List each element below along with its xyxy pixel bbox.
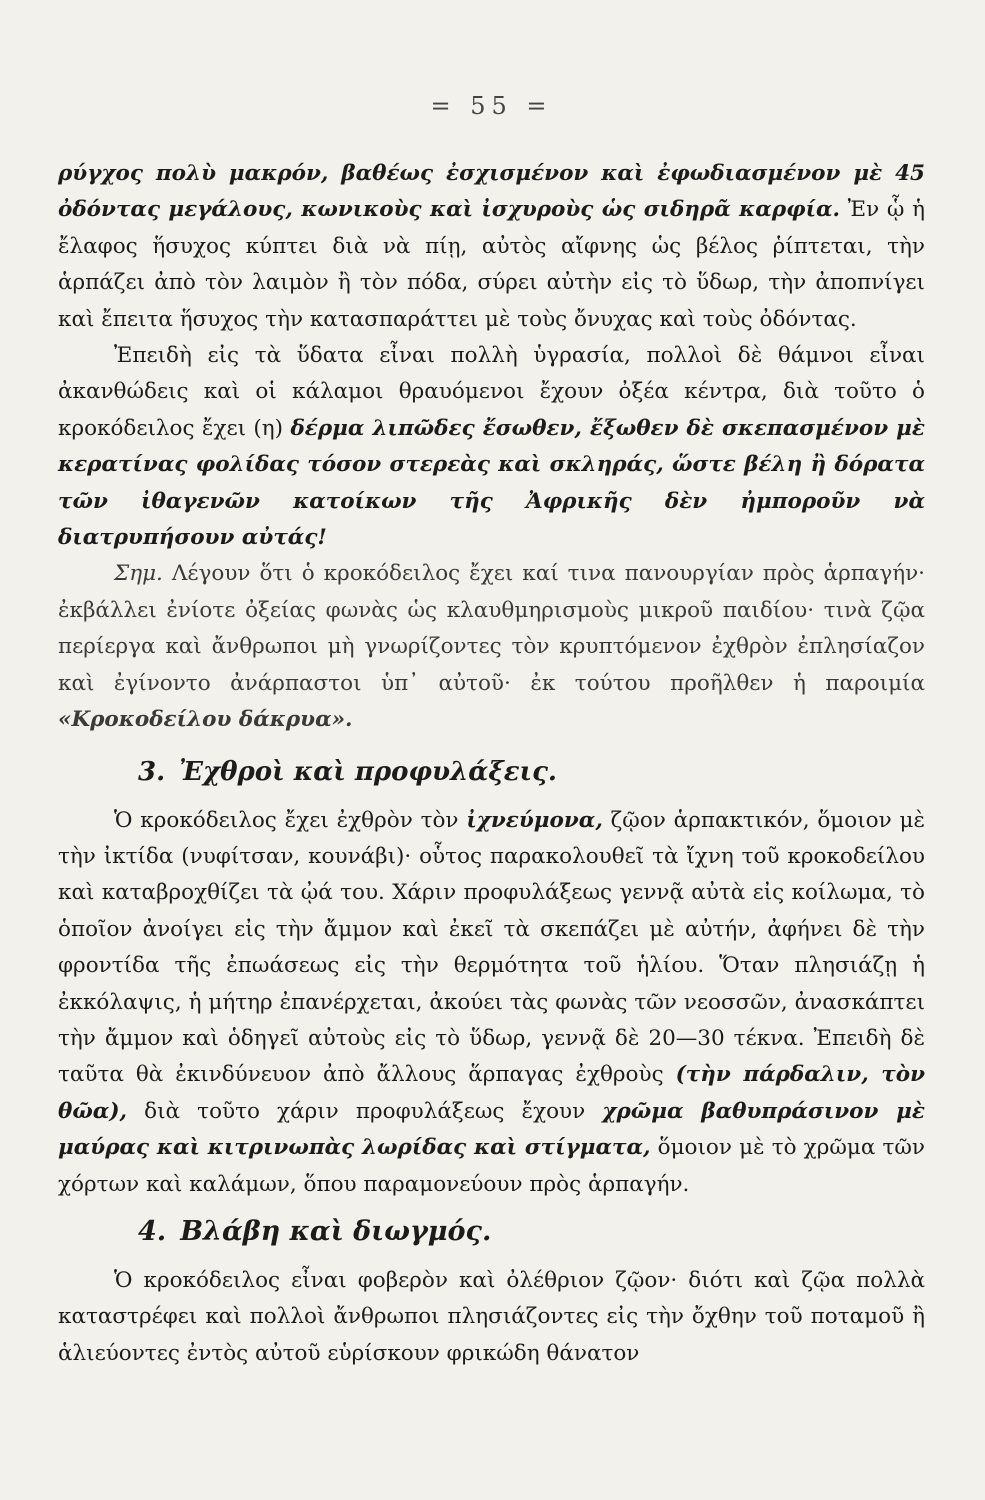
paragraph-enemies-bold-1: ἰχνεύμονα, bbox=[466, 807, 603, 833]
paragraph-skin bbox=[58, 338, 925, 556]
note-proverb: «Κροκοδείλου δάκρυα». bbox=[58, 707, 353, 733]
section-title: Βλάβη καὶ διωγμός. bbox=[180, 1215, 492, 1247]
section-number: 3. bbox=[138, 756, 166, 787]
paragraph-harm: Ὁ κροκόδειλος εἶναι φοβερὸν καὶ ὀλέθριον ζῷον· διότι καὶ ζῷα πολλὰ καταστρέφει καὶ πολλοὶ ἄνθρωποι πλησιάζοντες εἰς τὴν ὄχθην τοῦ ποταμοῦ ἢ ἁλιεύοντες ἐντὸς αὐτοῦ εὑρίσκουν φρικώδη θάνατον bbox=[58, 1267, 925, 1366]
paragraph-enemies-bold-2: (τὴν πάρδαλιν, τὸν θῶα), bbox=[58, 1062, 926, 1124]
paragraph-predation-text: Ἐν ᾧ ἡ ἔλαφος ἥσυχος κύπτει διὰ νὰ πίῃ, αὐτὸς αἴφνης ὡς βέλος ῥίπτεται, τὴν ἁρπάζει ἀπὸ τὸν λαιμὸν ἢ τὸν πόδα, σύρει αὐτὴν εἰς τὸ ὕδωρ, τὴν ἀποπνίγει καὶ ἔπειτα ἥσυχος τὴν κατασπαράττει μὲ τοὺς ὄνυχας καὶ τοὺς ὀδόντας. bbox=[58, 197, 925, 332]
page-number: = 55 = bbox=[430, 92, 553, 120]
section-title: Ἐχθροὶ καὶ προφυλάξεις. bbox=[179, 756, 557, 787]
paragraph-enemies bbox=[58, 803, 925, 1203]
paragraph-enemies-text-1: Ὁ κροκόδειλος ἔχει ἐχθρὸν τὸν bbox=[114, 807, 467, 833]
section-heading-enemies bbox=[138, 755, 925, 789]
section-heading-harm bbox=[138, 1215, 925, 1249]
paragraph-predation-bold: ρύγχος πολὺ μακρόν, βαθέως ἐσχισμένον καὶ ἐφωδιασμένον μὲ 45 ὀδόντας μεγάλους, κωνικοὺς καὶ ἰσχυροὺς ὡς σιδηρᾶ καρφία. bbox=[58, 161, 925, 223]
paragraph-enemies-bold-3: χρῶμα βαθυπράσινον μὲ μαύρας καὶ κιτρινωπὰς λωρίδας καὶ στίγματα, bbox=[58, 1098, 925, 1161]
paragraph-enemies-text-2: ζῷον ἁρπακτικόν, ὅμοιον μὲ τὴν ἰκτίδα (νυφίτσαν, κουνάβι)· οὗτος παρακολουθεῖ τὰ ἴχνη τοῦ κροκοδείλου καὶ καταβροχθίζει τὰ ᾠά του. Χάριν προφυλάξεως γεννᾷ αὐτὰ εἰς κοίλωμα, τὸ ὁποῖον ἀνοίγει εἰς τὴν ἄμμον καὶ ἐκεῖ τὰ σκεπάζει μὲ αὐτήν, ἀφήνει δὲ τὴν φροντίδα τῆς ἐπωάσεως εἰς τὴν θερμότητα τοῦ ἡλίου. Ὅταν πλησιάζῃ ἡ ἐκκόλαψις, ἡ μήτηρ ἐπανέρχεται, ἀκούει τὰς φωνὰς τῶν νεοσσῶν, ἀνασκάπτει τὴν ἄμμον καὶ ὁδηγεῖ αὐτοὺς εἰς τὸ ὕδωρ, γεννᾷ δὲ 20—30 τέκνα. Ἐπειδὴ δὲ ταῦτα θὰ ἐκινδύνευον ἀπὸ ἄλλους ἅρπαγας ἐχθροὺς bbox=[58, 807, 925, 1088]
paragraph-skin-text: Ἐπειδὴ εἰς τὰ ὕδατα εἶναι πολλὴ ὑγρασία, πολλοὶ δὲ θάμνοι εἶναι ἀκανθώδεις καὶ οἱ κάλαμοι θραυόμενοι ἔχουν ὀξέα κέντρα, διὰ τοῦτο ὁ κροκόδειλος ἔχει (η) bbox=[58, 343, 925, 441]
note-paragraph bbox=[58, 556, 925, 738]
section-number: 4. bbox=[138, 1215, 167, 1247]
note-text: Λέγουν ὅτι ὁ κροκόδειλος ἔχει καί τινα πανουργίαν πρὸς ἁρπαγήν· ἐκβάλλει ἐνίοτε ὀξείας φωνὰς ὡς κλαυθμηρισμοὺς μικροῦ παιδίου· τινὰ ζῷα περίεργα καὶ ἄνθρωποι μὴ γνωρίζοντες τὸν κρυπτόμενον ἐχθρὸν ἐπλησίαζον καὶ ἐγίνοντο ἀνάρπαστοι ὑπ᾽ αὐτοῦ· ἐκ τούτου προῆλθεν ἡ παροιμία bbox=[58, 561, 925, 696]
paragraph-predation bbox=[58, 156, 925, 338]
paragraph-skin-bold: δέρμα λιπῶδες ἔσωθεν, ἔξωθεν δὲ σκεπασμένον μὲ κερατίνας φολίδας τόσον στερεὰς καὶ σκληράς, ὥστε βέλη ἢ δόρατα τῶν ἰθαγενῶν κατοίκων τῆς Ἀφρικῆς δὲν ἠμποροῦν νὰ διατρυπήσουν αὐτάς! bbox=[58, 415, 925, 551]
note-label: Σημ. bbox=[114, 561, 163, 587]
paragraph-enemies-text-4: ὅμοιον μὲ τὸ χρῶμα τῶν χόρτων καὶ καλάμων, ὅπου παραμονεύουν πρὸς ἁρπαγήν. bbox=[58, 1135, 925, 1197]
paragraph-enemies-text-3: διὰ τοῦτο χάριν προφυλάξεως ἔχουν bbox=[127, 1098, 603, 1124]
